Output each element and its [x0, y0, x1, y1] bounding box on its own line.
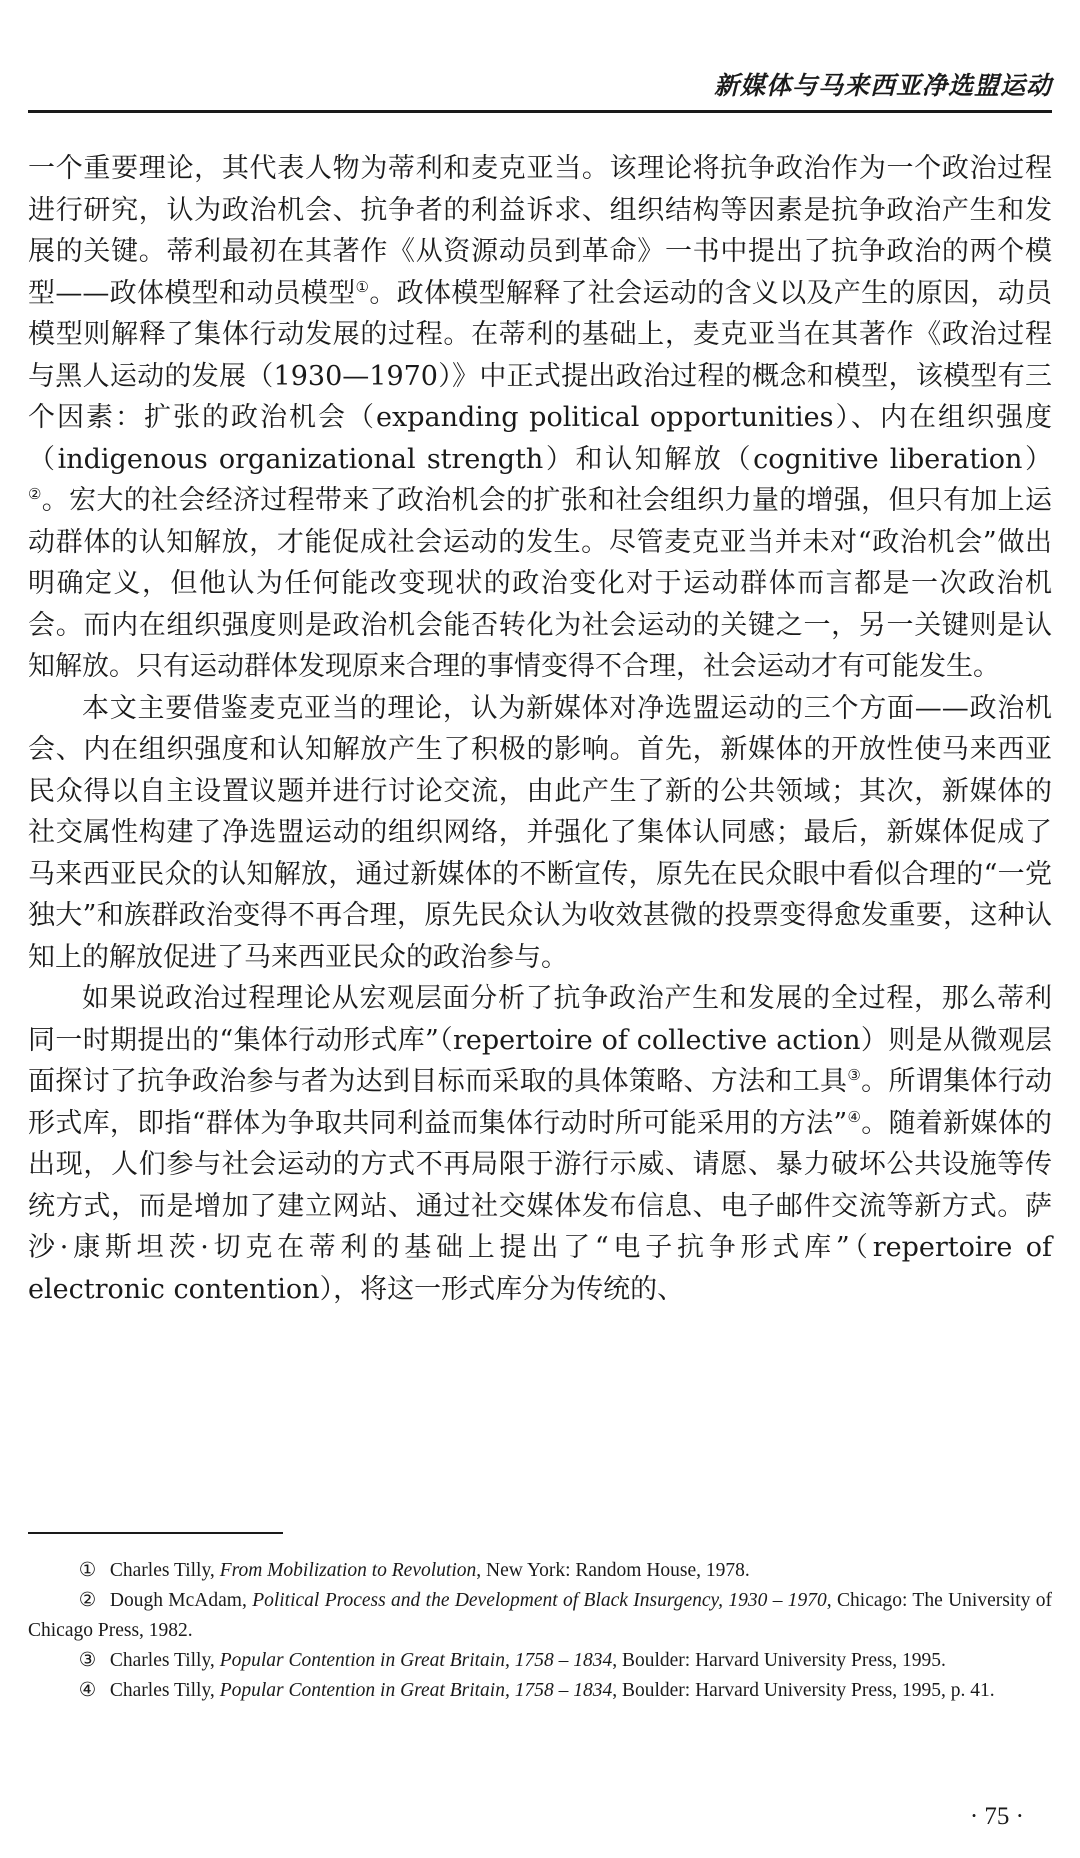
- footnote-3-publisher: , Boulder: Harvard University Press, 1995.: [612, 1650, 946, 1671]
- footnote-4: [28, 1676, 1052, 1706]
- footnote-1-mark: ①: [78, 1560, 97, 1581]
- footnote-1-author: Charles Tilly,: [109, 1560, 220, 1581]
- paragraph-3: [28, 978, 1052, 1310]
- footnote-1-title: From Mobilization to Revolution: [219, 1560, 477, 1581]
- footnotes: [28, 1556, 1052, 1706]
- paragraph-2: 本文主要借鉴麦克亚当的理论，认为新媒体对净选盟运动的三个方面——政治机会、内在组织强度和认知解放产生了积极的影响。首先，新媒体的开放性使马来西亚民众得以自主设置议题并进行讨论交流，由此产生了新的公共领域；其次，新媒体的社交属性构建了净选盟运动的组织网络，并强化了集体认同感；最后，新媒体促成了马来西亚民众的认知解放，通过新媒体的不断宣传，原先在民众眼中看似合理的“一党独大”和族群政治变得不再合理，原先民众认为收效甚微的投票变得愈发重要，这种认知上的解放促进了马来西亚民众的政治参与。: [28, 692, 1052, 973]
- running-header: 新媒体与马来西亚净选盟运动: [713, 71, 1052, 100]
- footnote-4-publisher: , Boulder: Harvard University Press, 1995, p. 41.: [612, 1680, 995, 1701]
- footnote-ref-4[interactable]: ④: [847, 1107, 862, 1126]
- paragraph-3-part-1: 如果说政治过程理论从宏观层面分析了抗争政治产生和发展的全过程，那么蒂利同一时期提出的“集体行动形式库”（repertoire of collective action）则是从微观层面探讨了抗争政治参与者为达到目标而采取的具体策略、方法和工具: [28, 983, 1052, 1097]
- footnote-ref-1[interactable]: ①: [355, 277, 370, 296]
- body-text: [28, 148, 1052, 1310]
- footnote-2-publisher: , Chicago: The University of Chicago Press, 1982.: [28, 1590, 1052, 1641]
- footnote-1-publisher: , New York: Random House, 1978.: [476, 1560, 750, 1581]
- paragraph-1-part-1: 一个重要理论，其代表人物为蒂利和麦克亚当。该理论将抗争政治作为一个政治过程进行研究，认为政治机会、抗争者的利益诉求、组织结构等因素是抗争政治产生和发展的关键。蒂利最初在其著作《从资源动员到革命》一书中提出了抗争政治的两个模型——政体模型和动员模型: [28, 153, 1052, 309]
- paragraph-1-part-3: 。宏大的社会经济过程带来了政治机会的扩张和社会组织力量的增强，但只有加上运动群体的认知解放，才能促成社会运动的发生。尽管麦克亚当并未对“政治机会”做出明确定义，但他认为任何能改变现状的政治变化对于运动群体而言都是一次政治机会。而内在组织强度则是政治机会能否转化为社会运动的关键之一，另一关键则是认知解放。只有运动群体发现原来合理的事情变得不合理，社会运动才有可能发生。: [28, 485, 1052, 682]
- footnote-rule: [28, 1532, 283, 1534]
- page-number: · 75 ·: [969, 1803, 1024, 1830]
- paragraph-1: [28, 148, 1052, 688]
- footnote-1: [28, 1556, 1052, 1586]
- footnote-4-mark: ④: [78, 1680, 97, 1701]
- footnote-3: [28, 1646, 1052, 1676]
- paragraph-3-part-3: 。随着新媒体的出现，人们参与社会运动的方式不再局限于游行示威、请愿、暴力破坏公共设施等传统方式，而是增加了建立网站、通过社交媒体发布信息、电子邮件交流等新方式。萨沙·康斯坦茨·切克在蒂利的基础上提出了“电子抗争形式库”（repertoire of electronic contention），将这一形式库分为传统的、: [28, 1107, 1053, 1305]
- footnote-3-author: Charles Tilly,: [109, 1650, 220, 1671]
- footnote-3-mark: ③: [78, 1650, 97, 1671]
- footnote-3-title: Popular Contention in Great Britain, 1758 – 1834: [219, 1650, 613, 1671]
- footnote-2-title: Political Process and the Development of Black Insurgency, 1930 – 1970: [252, 1590, 827, 1611]
- paragraph-3-part-2: 。所谓集体行动形式库，即指“群体为争取共同利益而集体行动时所可能采用的方法”: [28, 1066, 1053, 1139]
- footnote-2-author: Dough McAdam,: [109, 1590, 253, 1611]
- footnote-ref-2[interactable]: ②: [28, 485, 42, 503]
- footnote-4-title: Popular Contention in Great Britain, 1758 – 1834: [219, 1680, 613, 1701]
- footnote-2: [28, 1586, 1052, 1646]
- footnote-ref-3[interactable]: ③: [847, 1066, 862, 1084]
- paragraph-1-part-2: 。政体模型解释了社会运动的含义以及产生的原因，动员模型则解释了集体行动发展的过程。在蒂利的基础上，麦克亚当在其著作《政治过程与黑人运动的发展（1930—1970）》中正式提出政治过程的概念和模型，该模型有三个因素：扩张的政治机会（expanding political opportunities）、内在组织强度（indigenous organizational strength）和认知解放（cognitive liberation）: [28, 277, 1053, 475]
- footnote-4-author: Charles Tilly,: [109, 1680, 220, 1701]
- footnote-2-mark: ②: [78, 1590, 97, 1611]
- header-rule: [28, 110, 1052, 113]
